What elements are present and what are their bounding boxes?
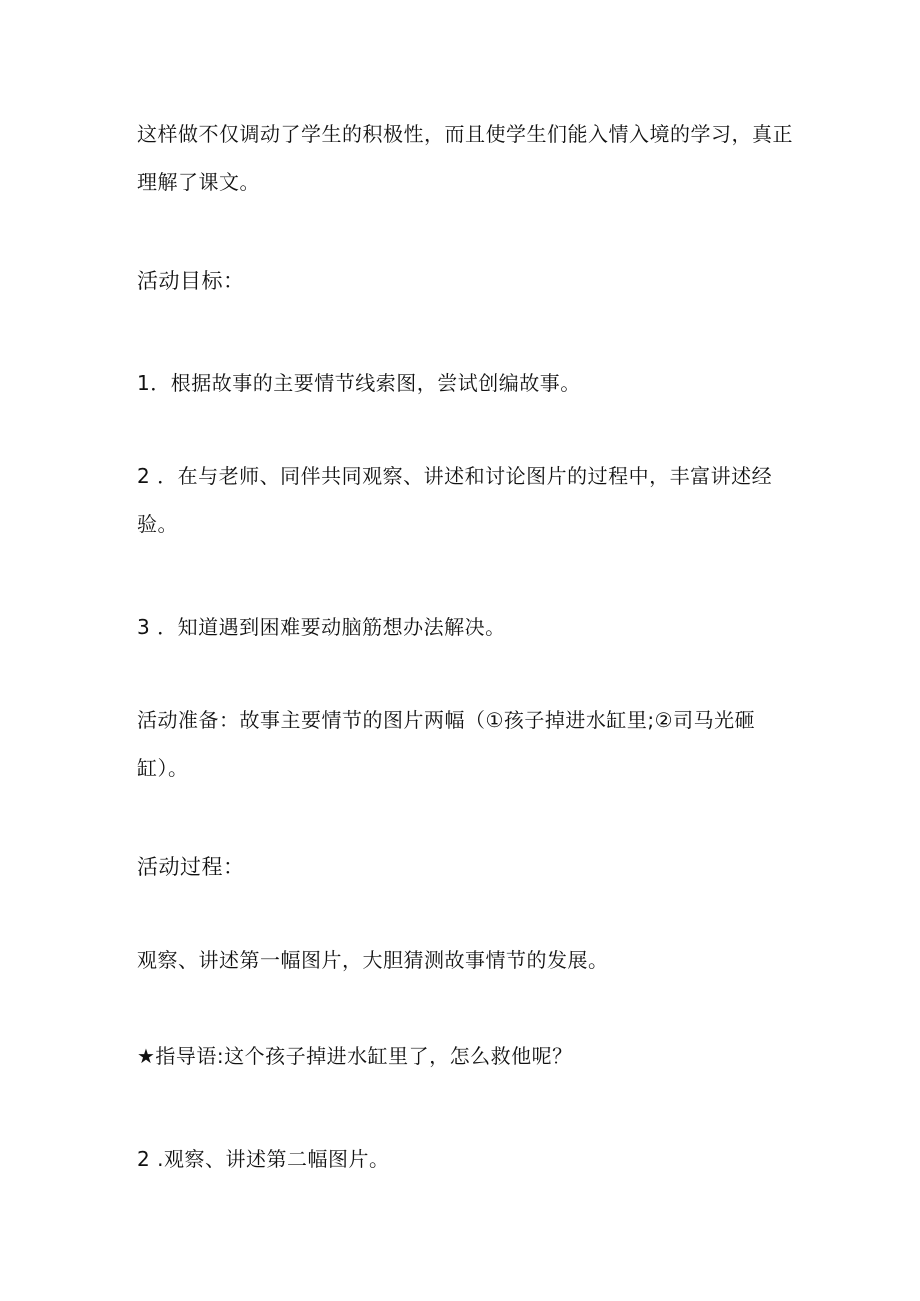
paragraph-intro-line-1: 这样做不仅调动了学生的积极性，而且使学生们能入情入境的学习，真正	[137, 122, 793, 146]
paragraph-intro-line-2: 理解了课文。	[137, 170, 260, 194]
guide-statement: ★指导语:这个孩子掉进水缸里了，怎么救他呢？	[137, 1044, 573, 1068]
heading-activity-goals: 活动目标：	[137, 269, 245, 293]
preparation-line-2: 缸）。	[137, 756, 189, 780]
goal-item-2-line-1: 2 ．在与老师、同伴共同观察、讲述和讨论图片的过程中，丰富讲述经	[137, 464, 773, 488]
goal-item-3: 3 ．知道遇到困难要动脑筋想办法解决。	[137, 615, 506, 639]
heading-activity-process: 活动过程：	[137, 855, 245, 879]
goal-item-1: 1．根据故事的主要情节线索图，尝试创编故事。	[137, 371, 581, 395]
goal-item-2-line-2: 验。	[137, 512, 178, 536]
process-step-2: 2 .观察、讲述第二幅图片。	[137, 1147, 390, 1171]
preparation-line-1: 活动准备：故事主要情节的图片两幅（①孩子掉进水缸里;②司马光砸	[137, 708, 756, 732]
process-step-1: 观察、讲述第一幅图片，大胆猜测故事情节的发展。	[137, 948, 609, 972]
